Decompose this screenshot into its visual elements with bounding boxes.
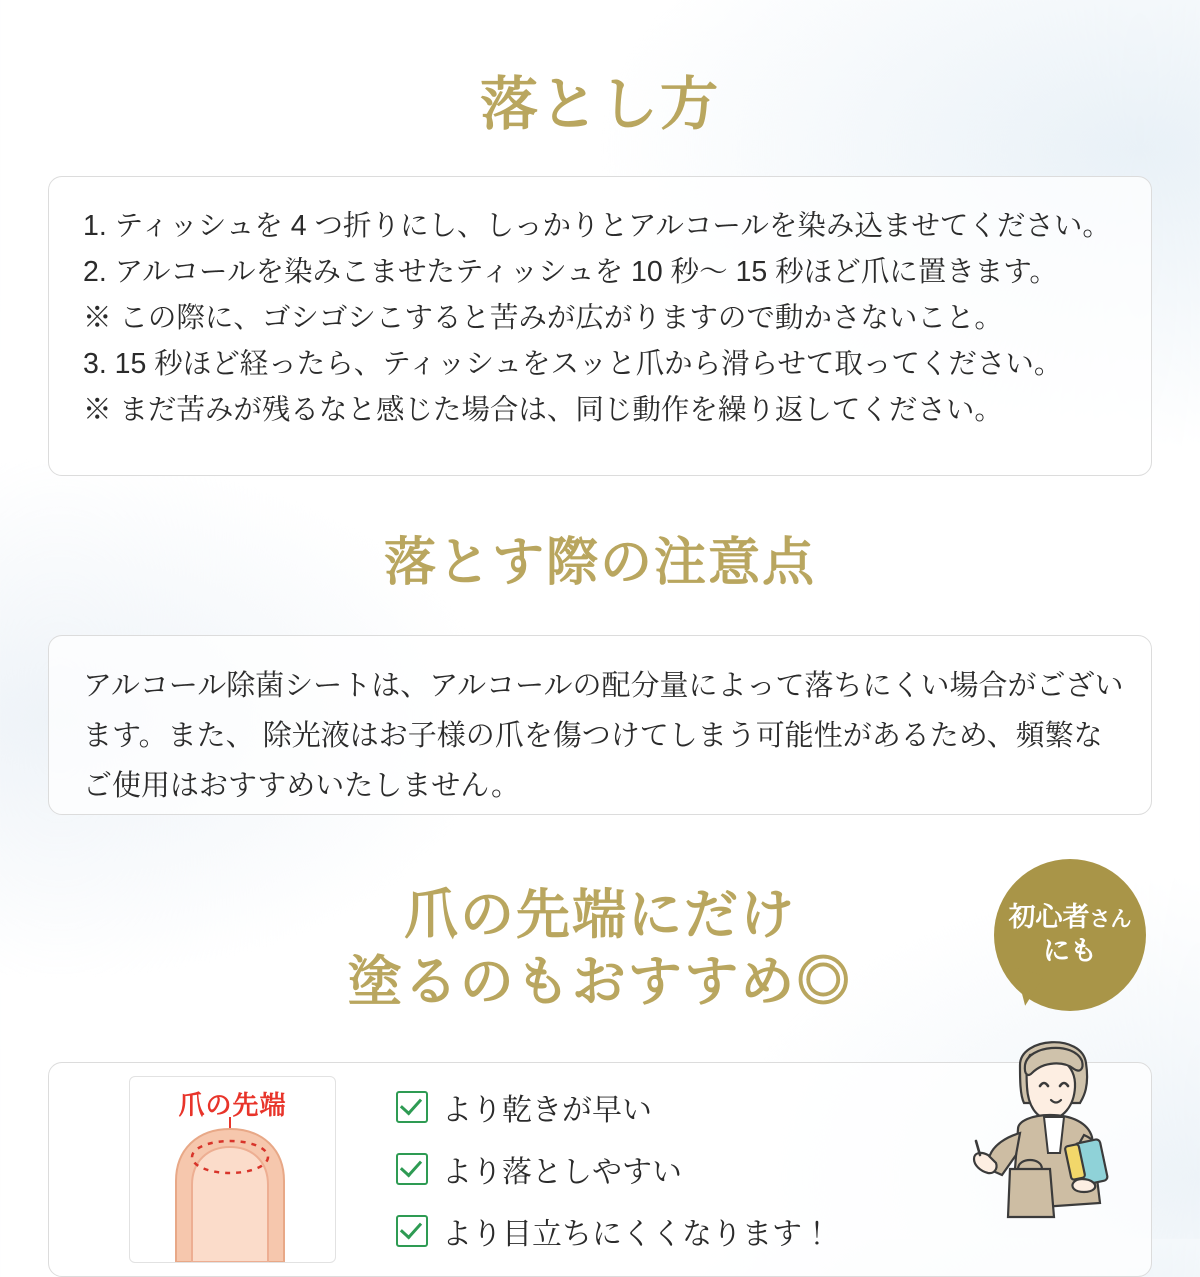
checklist-item [396,1209,832,1253]
check-icon [396,1153,428,1185]
checklist-item-label: より落としやすい [442,1156,682,1190]
removal-step-3: 3. 15 秒ほど経ったら、ティッシュをスッと爪から滑らせて取ってください。 [83,347,1063,380]
beginner-badge [994,859,1146,1011]
check-icon [396,1091,428,1123]
section-heading-removal: 落とし方 [479,71,720,137]
badge-line-2: にも [1043,935,1097,966]
badge-line-1-suffix: さん [1089,908,1132,932]
person-illustration [932,1003,1162,1233]
tip-heading-line-1: 爪の先端にだけ [404,884,796,945]
checklist-item-label: より乾きが早い [442,1094,652,1128]
checklist-item [396,1147,832,1191]
tip-heading-line-2: 塗るのもおすすめ◎ [347,952,853,1013]
checklist-item [396,1085,832,1129]
removal-note-2: ※ まだ苦みが残るなと感じた場合は、同じ動作を繰り返してください。 [83,394,1003,427]
checklist-item-label: より目立ちにくくなります！ [442,1218,832,1252]
page-root [0,39,1200,1252]
removal-step-2: 2. アルコールを染みこませたティッシュを 10 秒〜 15 秒ほど爪に置きます。 [83,255,1058,288]
badge-line-1-main: 初心者 [1008,902,1090,933]
removal-step-1: 1. ティッシュを 4 つ折りにし、しっかりとアルコールを染み込ませてください。 [83,209,1111,242]
badge-line-1 [1009,901,1132,935]
section-heading-cautions: 落とす際の注意点 [383,533,816,592]
removal-note-1: ※ この際に、ゴシゴシこすると苦みが広がりますので動かさないこと。 [83,301,1003,334]
nail-tip-label: 爪の先端 [178,1089,287,1120]
check-icon [396,1215,428,1247]
nail-illustration [129,1076,336,1263]
removal-steps-card [48,176,1152,476]
tip-checklist [396,1085,832,1253]
cautions-card [48,635,1152,815]
cautions-body: アルコール除菌シートは、アルコールの配分量によって落ちにくい場合がございます。また、 除光液はお子様の爪を傷つけてしまう可能性があるため、頻繁なご使用はおすすめいたしません。 [83,670,1124,802]
